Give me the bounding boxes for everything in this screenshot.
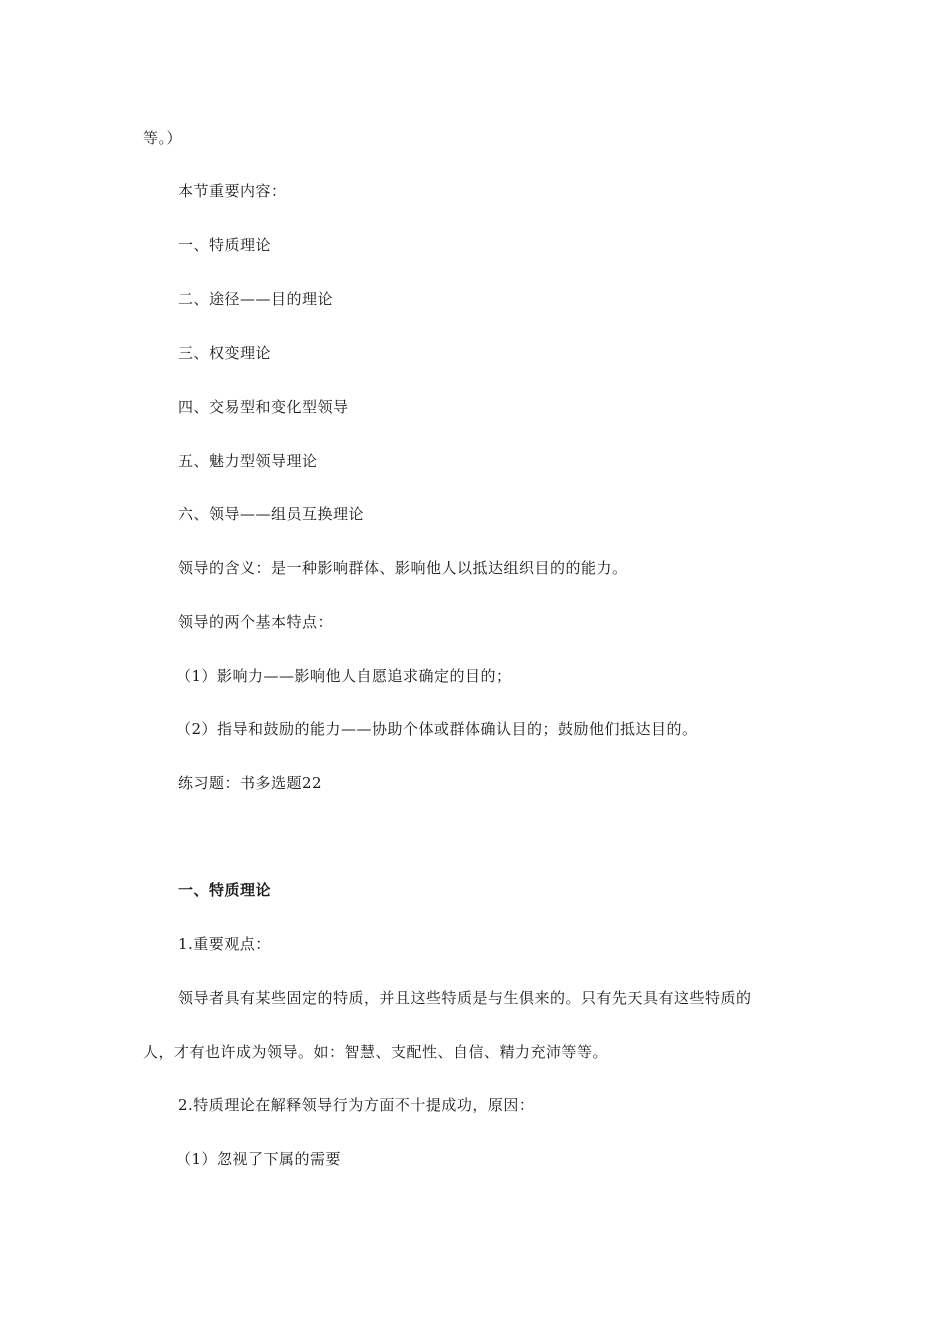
paragraph-trait-description-continued: 人，才有也许成为领导。如：智慧、支配性、自信、精力充沛等等。: [143, 1043, 609, 1061]
list-item-feature-2: （2）指导和鼓励的能力——协助个体或群体确认目的；鼓励他们抵达目的。: [176, 720, 698, 738]
list-item-transactional-leadership: 四、交易型和变化型领导: [178, 398, 349, 416]
section-key-content-heading: 本节重要内容：: [178, 182, 287, 200]
list-item-leader-member-exchange: 六、领导——组员互换理论: [178, 505, 365, 523]
list-item-feature-1: （1）影响力——影响他人自愿追求确定的目的；: [176, 667, 512, 685]
list-item-charismatic-leadership: 五、魅力型领导理论: [178, 452, 318, 470]
paragraph-leadership-definition: 领导的含义：是一种影响群体、影响他人以抵达组织目的的能力。: [178, 559, 628, 577]
list-item-trait-theory: 一、特质理论: [178, 236, 272, 254]
list-item-path-goal-theory: 二、途径——目的理论: [178, 290, 334, 308]
list-item-contingency-theory: 三、权变理论: [178, 344, 272, 362]
paragraph-trait-description: 领导者具有某些固定的特质，并且这些特质是与生俱来的。只有先天具有这些特质的: [178, 989, 752, 1007]
paragraph-exercise: 练习题：书多选题22: [178, 774, 323, 792]
subheading-key-views: 1.重要观点：: [178, 935, 271, 953]
section-heading-trait-theory: 一、特质理论: [178, 881, 272, 899]
paragraph-leadership-features-heading: 领导的两个基本特点：: [178, 613, 334, 631]
text-line-continuation: 等。）: [143, 129, 183, 147]
subheading-trait-theory-limitations: 2.特质理论在解释领导行为方面不十提成功，原因：: [178, 1096, 535, 1114]
list-item-limitation-1: （1）忽视了下属的需要: [176, 1150, 342, 1168]
